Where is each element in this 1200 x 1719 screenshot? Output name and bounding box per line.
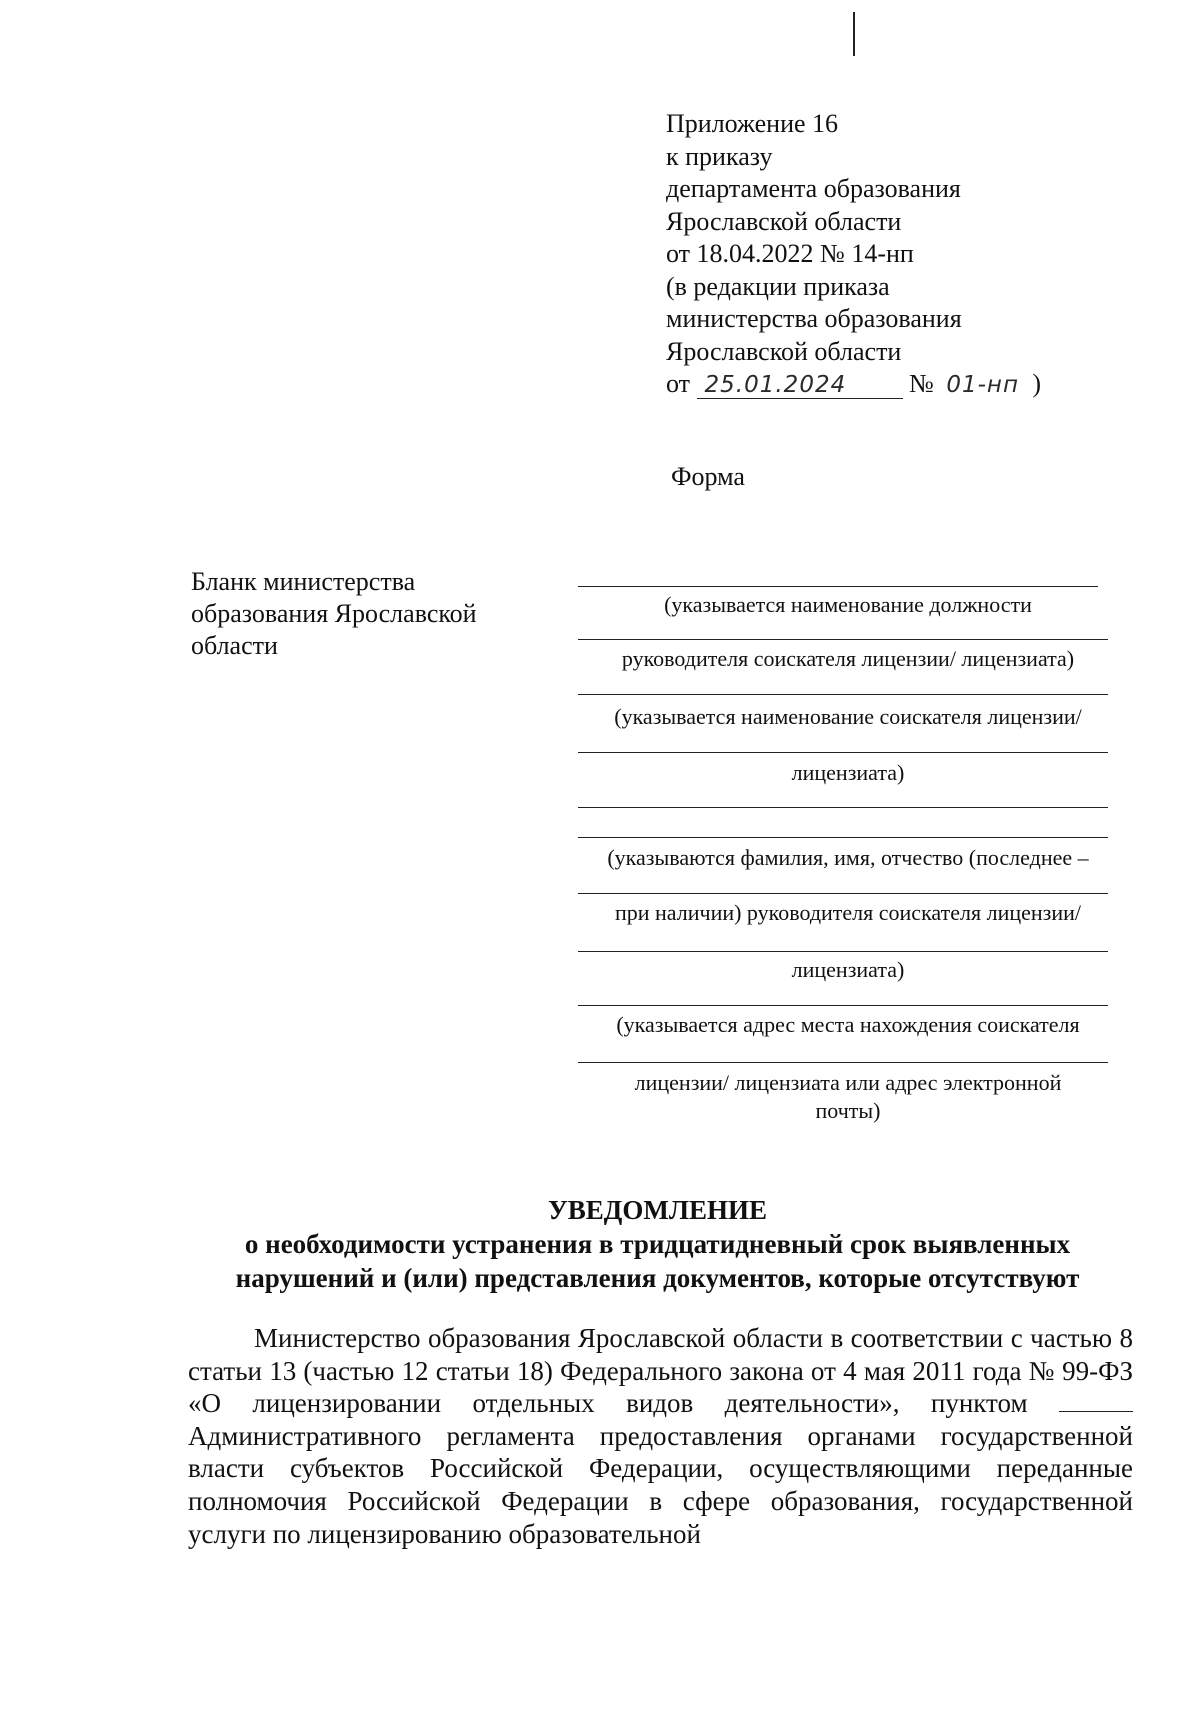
handwritten-number: 01-нп bbox=[946, 372, 1019, 398]
fill-line bbox=[578, 752, 1108, 753]
field-caption: (указывается адрес места нахождения соискателя bbox=[616, 1012, 1080, 1037]
body-paragraph bbox=[188, 1322, 1133, 1550]
fill-line bbox=[578, 951, 1108, 952]
field-caption: лицензиата) bbox=[791, 760, 905, 785]
title-main: УВЕДОМЛЕНИЕ bbox=[547, 1195, 768, 1225]
letterhead-line: Бланк министерства bbox=[191, 567, 416, 596]
field-caption: при наличии) руководителя соискателя лицензии/ bbox=[614, 900, 1082, 925]
letterhead-line: области bbox=[191, 631, 278, 660]
field-caption: лицензиата) bbox=[791, 957, 905, 982]
fill-line bbox=[578, 893, 1108, 894]
fill-line bbox=[578, 1062, 1108, 1063]
number-prefix: № bbox=[909, 369, 934, 398]
appendix-line: Ярославской области bbox=[666, 336, 902, 366]
title-line: о необходимости устранения в тридцатидневный срок выявленных bbox=[244, 1229, 1071, 1259]
appendix-line: департамента образования bbox=[666, 174, 961, 203]
date-prefix: от bbox=[666, 369, 691, 398]
appendix-line: (в редакции приказа bbox=[666, 271, 890, 301]
scan-mark bbox=[853, 12, 855, 56]
body-text-part: Министерство образования Ярославской области в соответствии с частью 8 статьи 13 (частью 12 статьи 18) Федерального закона от 4 мая 2011 года № 99-ФЗ «О лицензировании отдельных видов деятельности», пунктом bbox=[188, 1323, 1133, 1419]
fill-line bbox=[578, 837, 1108, 838]
fill-line bbox=[578, 694, 1108, 695]
appendix-header bbox=[666, 108, 1066, 401]
appendix-line: к приказу bbox=[666, 141, 773, 171]
appendix-line: Ярославской области bbox=[666, 206, 902, 236]
field-caption: почты) bbox=[815, 1098, 881, 1123]
letterhead-placeholder bbox=[191, 566, 531, 662]
closing-paren: ) bbox=[1032, 369, 1042, 398]
field-caption: (указывается наименование соискателя лицензии/ bbox=[614, 704, 1082, 729]
field-caption: руководителя соискателя лицензии/ лицензиата) bbox=[621, 646, 1075, 671]
blank-field bbox=[1059, 1389, 1133, 1412]
handwritten-date: 25.01.2024 bbox=[697, 371, 903, 399]
fill-line bbox=[578, 1005, 1108, 1006]
body-text-part: Административного регламента предоставления органами государственной власти субъектов Российской Федерации, осуществляющими переданные полномочия Российской Федерации в сфере образования, государственной услуги по лицензированию образовательной bbox=[188, 1420, 1133, 1549]
field-caption: лицензии/ лицензиата или адрес электронной bbox=[634, 1070, 1062, 1095]
appendix-line: министерства образования bbox=[666, 304, 962, 333]
appendix-line: Приложение 16 bbox=[666, 109, 839, 138]
fill-line bbox=[578, 586, 1098, 587]
letterhead-line: образования Ярославской bbox=[191, 599, 477, 628]
fill-line bbox=[578, 807, 1108, 808]
fill-line bbox=[578, 639, 1108, 640]
notice-title bbox=[190, 1193, 1125, 1295]
appendix-line: от 18.04.2022 № 14-нп bbox=[666, 239, 914, 268]
field-caption: (указываются фамилия, имя, отчество (последнее – bbox=[607, 845, 1089, 870]
form-label: Форма bbox=[671, 462, 745, 491]
title-line: нарушений и (или) представления документов, которые отсутствуют bbox=[235, 1263, 1080, 1293]
field-caption: (указывается наименование должности bbox=[664, 592, 1032, 617]
amendment-date-line bbox=[666, 368, 1066, 401]
